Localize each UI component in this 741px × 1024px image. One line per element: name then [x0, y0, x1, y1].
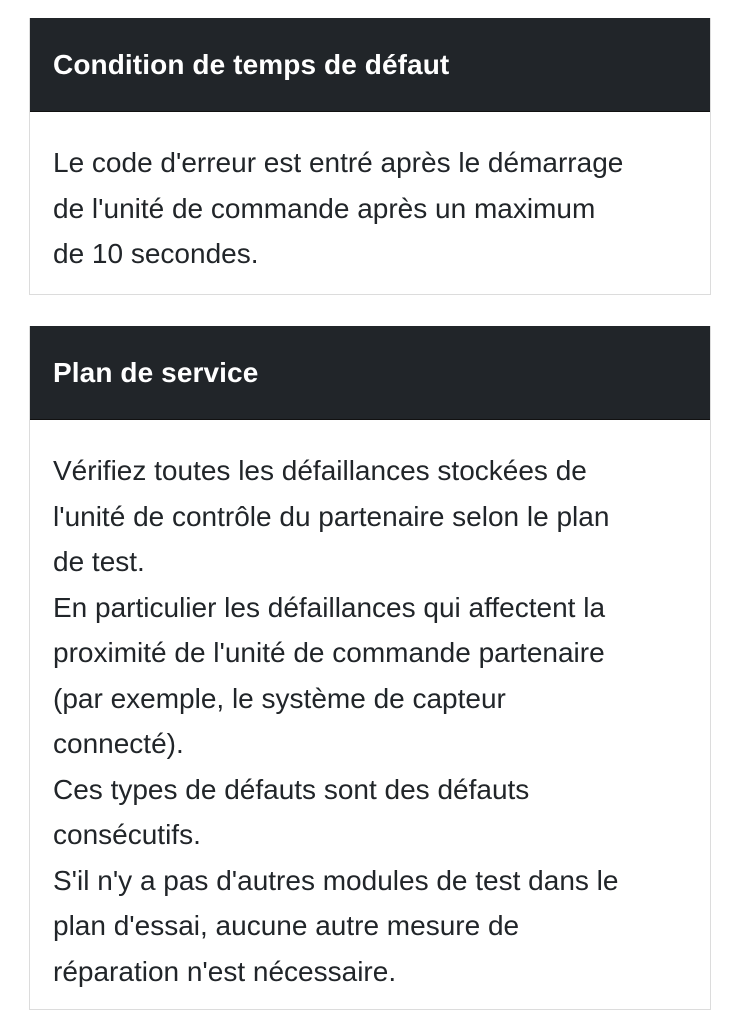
service-plan-line-10: S'il n'y a pas d'autres modules de test dans le	[53, 864, 619, 896]
service-plan-header	[30, 326, 710, 420]
service-plan-line-7: connecté).	[53, 728, 184, 759]
fault-time-condition-line-2: de l'unité de commande après un maximum	[53, 192, 596, 224]
service-plan-line-1: Vérifiez toutes les défaillances stockées de	[53, 455, 587, 486]
service-plan-line-9: consécutifs.	[53, 819, 201, 850]
fault-time-condition-card	[29, 18, 711, 295]
service-plan-line-3: de test.	[53, 546, 145, 577]
fault-time-condition-line-1: Le code d'erreur est entré après le démarrage	[53, 147, 624, 178]
fault-time-condition-body	[30, 112, 710, 277]
service-plan-line-4: En particulier les défaillances qui affectent la	[53, 591, 606, 623]
service-plan-line-11: plan d'essai, aucune autre mesure de	[53, 910, 520, 941]
fault-time-condition-header	[30, 18, 710, 112]
service-plan-line-12: réparation n'est nécessaire.	[53, 955, 397, 987]
fault-time-condition-line-3: de 10 secondes.	[53, 238, 259, 269]
fault-time-condition-title: Condition de temps de défaut	[53, 48, 450, 80]
service-plan-line-5: proximité de l'unité de commande partenaire	[53, 637, 605, 668]
service-plan-line-2: l'unité de contrôle du partenaire selon le plan	[53, 500, 610, 532]
service-plan-title: Plan de service	[53, 356, 259, 388]
service-plan-body	[30, 420, 710, 994]
service-plan-line-8: Ces types de défauts sont des défauts	[53, 773, 530, 805]
service-plan-card	[29, 326, 711, 1010]
service-plan-line-6: (par exemple, le système de capteur	[53, 682, 506, 714]
